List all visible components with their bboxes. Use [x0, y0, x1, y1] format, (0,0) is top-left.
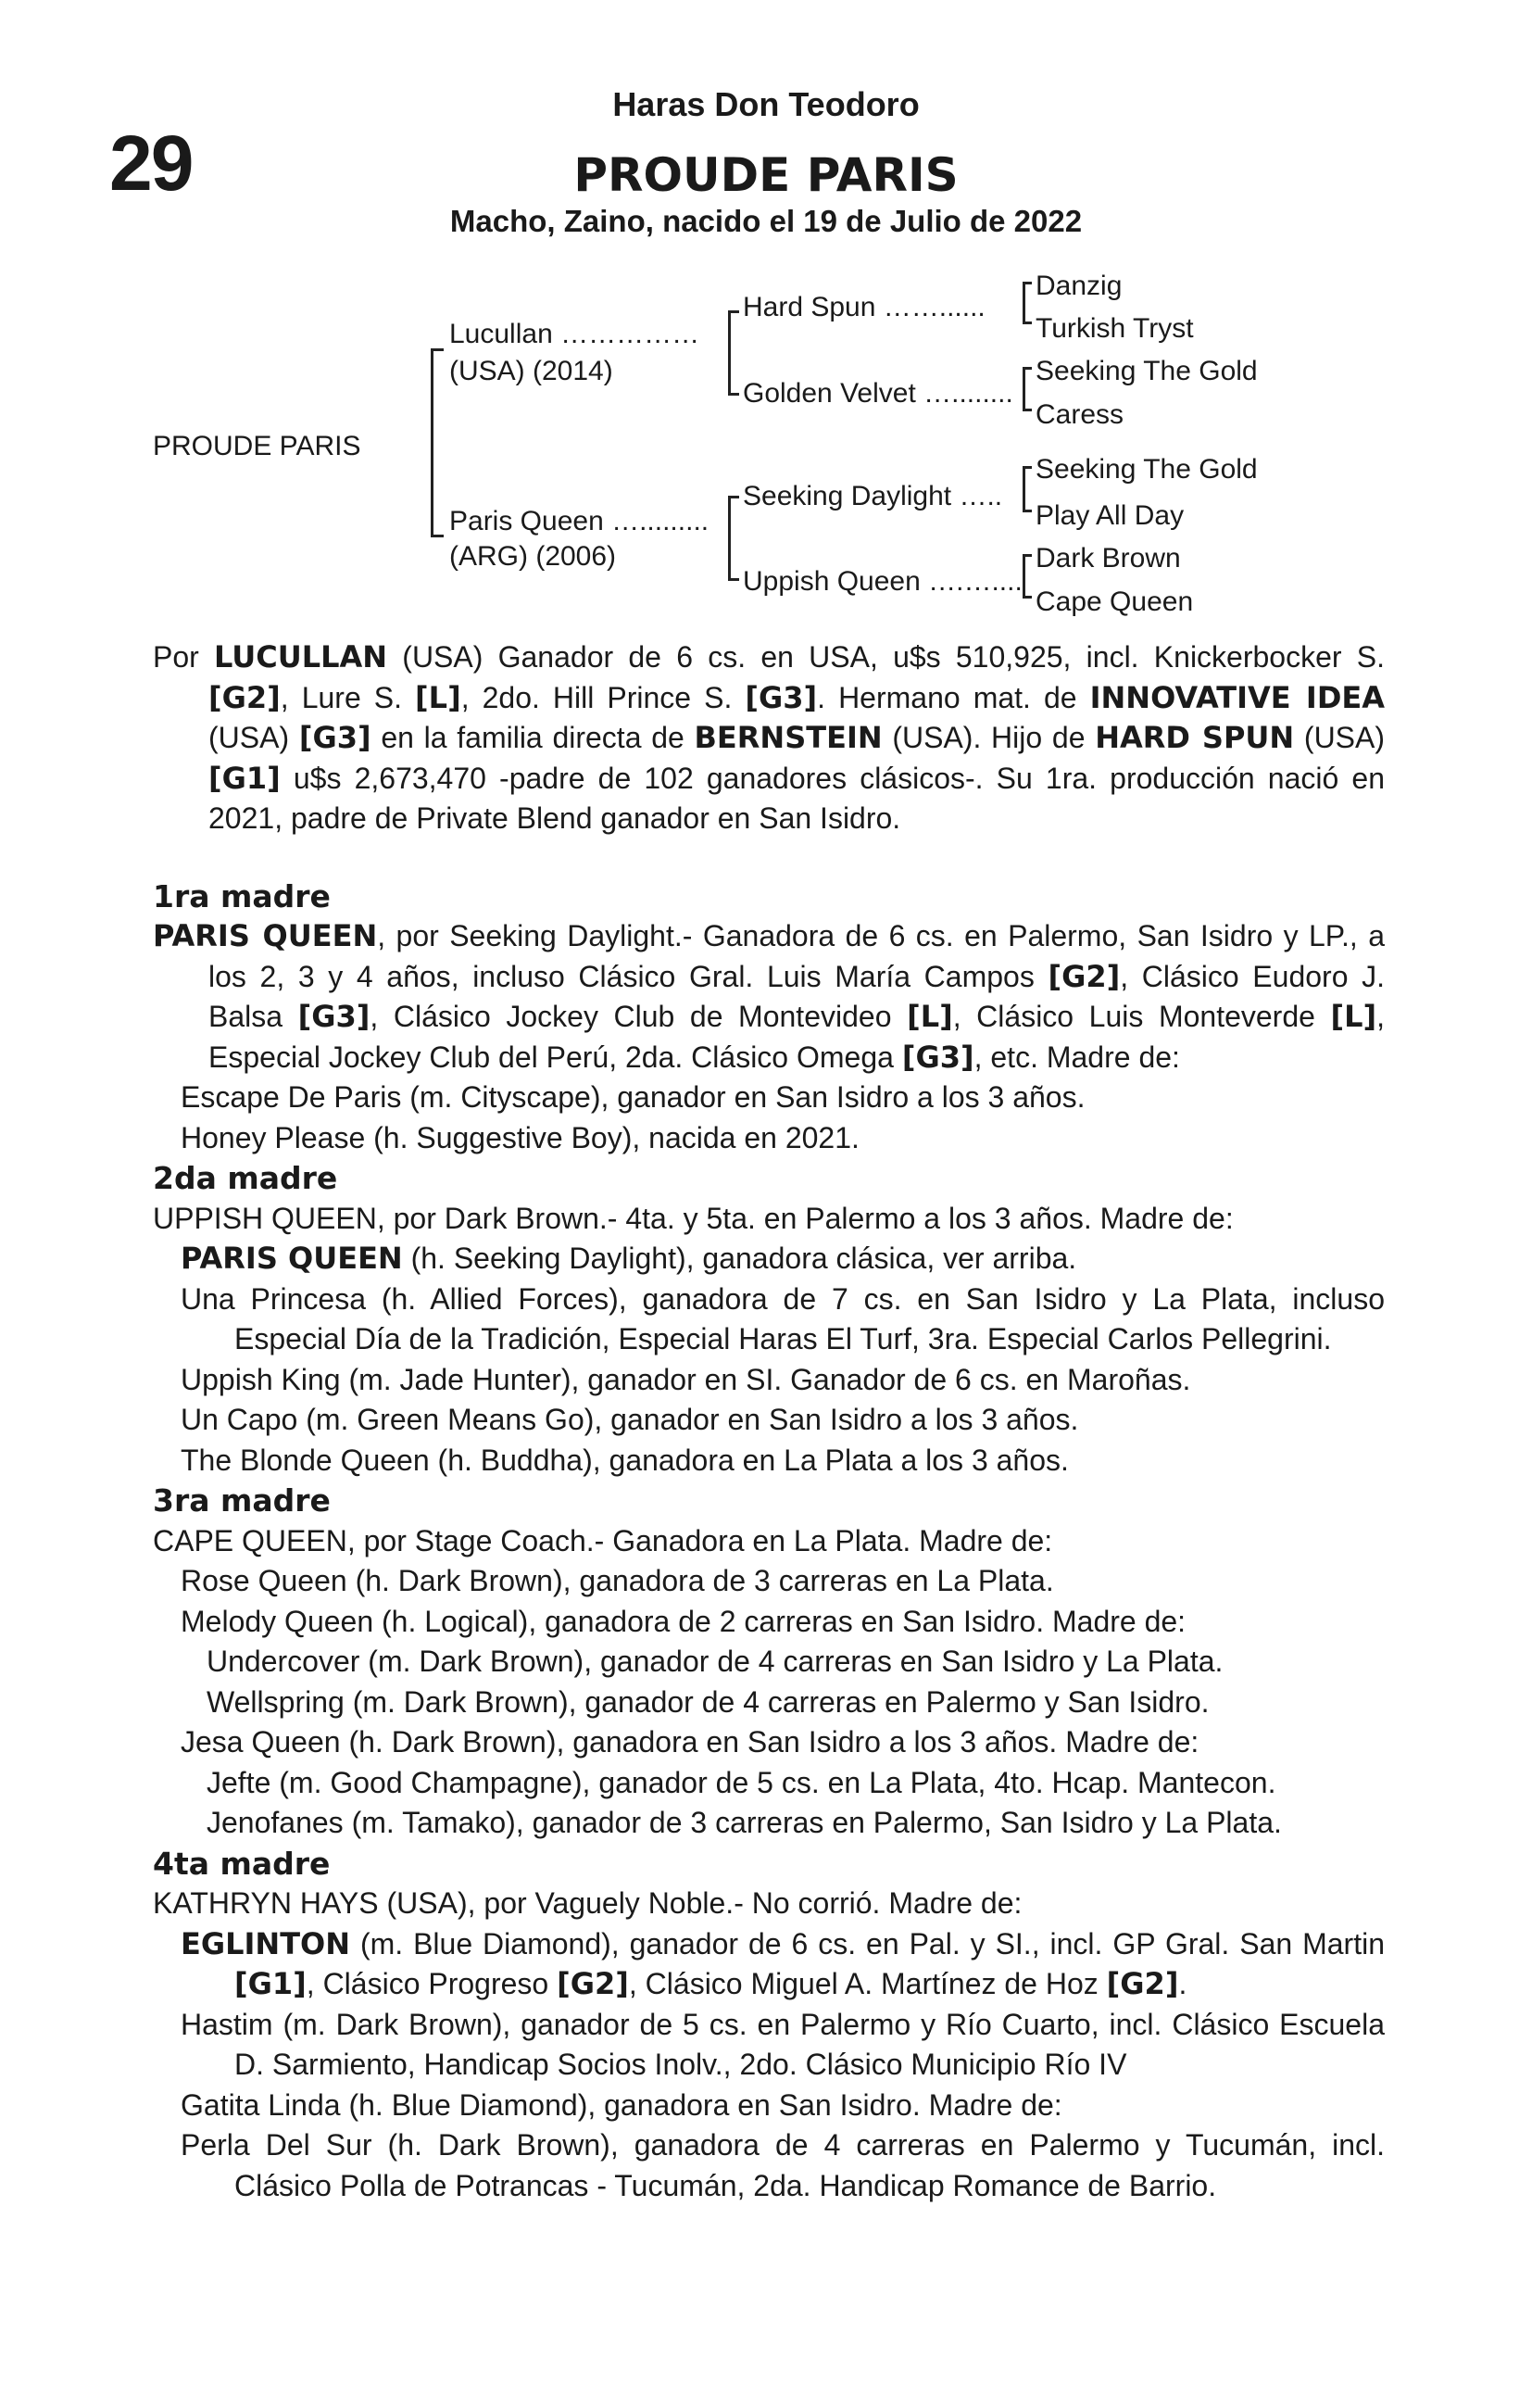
produce-line: Hastim (m. Dark Brown), ganador de 5 cs. en Palermo y Río Cuarto, incl. Clásico Escuela D. Sarmiento, Handicap Socios Inolv., 2do. Clásico Municipio Río IV [181, 2007, 1385, 2081]
produce-line: The Blonde Queen (h. Buddha), ganadora en La Plata a los 3 años. [181, 1443, 1069, 1477]
bracket-line [1023, 554, 1032, 557]
pedigree-sire-origin: (USA) (2014) [449, 356, 613, 386]
produce-line: Undercover (m. Dark Brown), ganador de 4 carreras en San Isidro y La Plata. [207, 1645, 1224, 1678]
pedigree-dsd: Play All Day [1036, 500, 1185, 531]
first-dam-heading: 1ra madre [153, 877, 331, 914]
second-dam-intro: UPPISH QUEEN, por Dark Brown.- 4ta. y 5ta. en Palermo a los 3 años. Madre de: [153, 1201, 1234, 1235]
produce-line: Jesa Queen (h. Dark Brown), ganadora en San Isidro a los 3 años. Madre de: [181, 1725, 1199, 1759]
bracket-line [1023, 466, 1025, 512]
produce-line: PARIS QUEEN (h. Seeking Daylight), ganadora clásica, ver arriba. [181, 1241, 1077, 1276]
bracket-line [1023, 367, 1025, 411]
bracket-line [431, 348, 433, 537]
produce-line: Rose Queen (h. Dark Brown), ganadora de 3 carreras en La Plata. [181, 1564, 1054, 1597]
bracket-line [431, 535, 444, 537]
bracket-line [728, 393, 739, 396]
pedigree-sd: Golden Velvet …........ [743, 378, 1013, 409]
third-dam-intro: CAPE QUEEN, por Stage Coach.- Ganadora en La Plata. Madre de: [153, 1523, 1053, 1557]
pedigree-dam-origin: (ARG) (2006) [449, 541, 617, 572]
bracket-line [1023, 321, 1032, 324]
third-dam-heading: 3ra madre [153, 1482, 331, 1519]
pedigree-ds: Seeking Daylight ….. [743, 481, 1003, 511]
produce-line: Jefte (m. Good Champagne), ganador de 5 cs. en La Plata, 4to. Hcap. Mantecon. [207, 1765, 1276, 1799]
produce-line: Uppish King (m. Jade Hunter), ganador en SI. Ganador de 6 cs. en Maroñas. [181, 1362, 1191, 1396]
fourth-dam-intro: KATHRYN HAYS (USA), por Vaguely Noble.- No corrió. Madre de: [153, 1886, 1023, 1920]
bracket-line [1023, 282, 1032, 284]
produce-line: Gatita Linda (h. Blue Diamond), ganadora en San Isidro. Madre de: [181, 2087, 1062, 2122]
pedigree-subject: PROUDE PARIS [153, 431, 361, 461]
bracket-line [1023, 596, 1032, 599]
bracket-line [728, 496, 739, 498]
bracket-line [1023, 282, 1025, 324]
pedigree-sdd: Caress [1036, 399, 1124, 430]
lot-number: 29 [109, 120, 193, 207]
pedigree-dd: Uppish Queen ….….... [743, 566, 1023, 597]
produce-line: Escape De Paris (m. Cityscape), ganador en San Isidro a los 3 años. [181, 1080, 1086, 1114]
second-dam-heading: 2da madre [153, 1160, 338, 1196]
pedigree-sds: Seeking The Gold [1036, 356, 1258, 386]
bracket-line [1023, 554, 1025, 599]
produce-line: Wellspring (m. Dark Brown), ganador de 4 carreras en Palermo y San Isidro. [207, 1684, 1210, 1719]
pedigree-dds: Dark Brown [1036, 543, 1181, 574]
pedigree-ss: Hard Spun ……...... [743, 292, 986, 322]
breeder-name: Haras Don Teodoro [612, 85, 920, 123]
bracket-line [728, 310, 731, 396]
bracket-line [1023, 409, 1032, 411]
bracket-line [728, 578, 739, 581]
pedigree-sire: Lucullan …………… [449, 319, 700, 349]
first-dam-paragraph: PARIS QUEEN, por Seeking Daylight.- Ganadora de 6 cs. en Palermo, San Isidro y LP., a los 2, 3 y 4 años, incluso Clásico Gral. Luis María Campos [G2], Clásico Eudoro J. Balsa [G3], Clásico Jockey Club de Montevideo [L], Clásico Luis Monteverde [L], Especial Jockey Club del Perú, 2da. Clásico Omega [G3], etc. Madre de: [153, 918, 1386, 1075]
produce-line: EGLINTON (m. Blue Diamond), ganador de 6 cs. en Pal. y SI., incl. GP Gral. San Martin [G1], Clásico Progreso [G2], Clásico Miguel A. Martínez de Hoz [G2]. [181, 1925, 1385, 2001]
produce-line: Honey Please (h. Suggestive Boy), nacida en 2021. [181, 1120, 860, 1154]
pedigree-sss: Danzig [1036, 271, 1123, 301]
fourth-dam-heading: 4ta madre [153, 1845, 331, 1882]
bracket-line [1023, 510, 1032, 512]
pedigree-dam: Paris Queen …......... [449, 506, 709, 536]
produce-line: Jenofanes (m. Tamako), ganador de 3 carreras en Palermo, San Isidro y La Plata. [207, 1806, 1282, 1839]
produce-line: Un Capo (m. Green Means Go), ganador en San Isidro a los 3 años. [181, 1403, 1079, 1436]
pedigree-ssd: Turkish Tryst [1036, 313, 1194, 344]
horse-name: PROUDE PARIS [573, 148, 959, 202]
produce-line: Melody Queen (h. Logical), ganadora de 2 carreras en San Isidro. Madre de: [181, 1604, 1187, 1638]
sire-paragraph: Por LUCULLAN (USA) Ganador de 6 cs. en USA, u$s 510,925, incl. Knickerbocker S. [G2], Lure S. [L], 2do. Hill Prince S. [G3]. Hermano mat. de INNOVATIVE IDEA (USA) [G3] en la familia directa de BERNSTEIN (USA). Hijo de HARD SPUN (USA) [G1] u$s 2,673,470 -padre de 102 ganadores clásicos-. Su 1ra. producción nació en 2021, padre de Private Blend ganador en San Isidro. [153, 639, 1386, 835]
pedigree-dss: Seeking The Gold [1036, 454, 1258, 485]
bracket-line [728, 310, 739, 313]
bracket-line [728, 496, 731, 581]
bracket-line [1023, 367, 1032, 370]
produce-line: Perla Del Sur (h. Dark Brown), ganadora de 4 carreras en Palermo y Tucumán, incl. Clásico Polla de Potrancas - Tucumán, 2da. Handicap Romance de Barrio. [181, 2128, 1385, 2202]
horse-description: Macho, Zaino, nacido el 19 de Julio de 2022 [449, 204, 1083, 238]
produce-line: Una Princesa (h. Allied Forces), ganadora de 7 cs. en San Isidro y La Plata, incluso Especial Día de la Tradición, Especial Haras El Turf, 3ra. Especial Carlos Pellegrini. [181, 1281, 1385, 1355]
catalog-body [153, 637, 1385, 2206]
pedigree-ddd: Cape Queen [1036, 586, 1194, 617]
bracket-line [1023, 466, 1032, 469]
bracket-line [431, 348, 444, 351]
